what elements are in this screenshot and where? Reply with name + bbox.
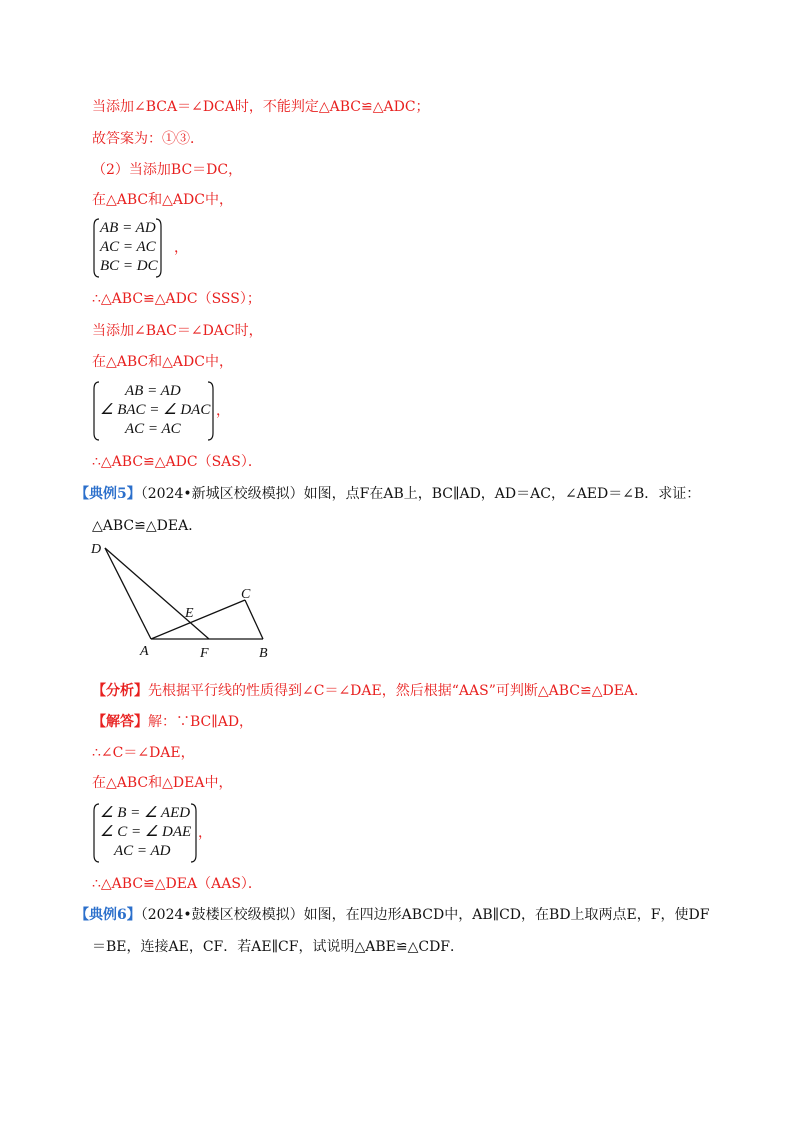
system-1-row-1: AB = AD bbox=[100, 220, 156, 236]
analysis-text: 先根据平行线的性质得到∠C＝∠DAE，然后根据“AAS”可判断△ABC≌△DEA． bbox=[148, 683, 649, 699]
answer-text: 解：∵BC∥AD， bbox=[148, 714, 254, 730]
text-line-9: ∴∠C＝∠DAE， bbox=[92, 745, 195, 761]
geometry-figure bbox=[85, 536, 285, 666]
example-5-text-2: △ABC≌△DEA． bbox=[92, 518, 203, 534]
segment-AC bbox=[151, 600, 245, 639]
example-6-tag: 【典例6】 bbox=[75, 907, 141, 923]
example-5-text: （2024•新城区校级模拟）如图，点F在AB上，BC∥AD，AD＝AC，∠AED＝∠B．求证： bbox=[140, 486, 701, 502]
segment-DA bbox=[105, 548, 151, 639]
example-5-tag: 【典例5】 bbox=[75, 486, 141, 502]
text-line-3: （2）当添加BC＝DC， bbox=[92, 162, 243, 178]
equation-system-1 bbox=[92, 216, 172, 280]
segment-DF bbox=[105, 548, 209, 639]
text-line-8: ∴△ABC≌△ADC（SAS）． bbox=[92, 454, 262, 470]
system-3-row-3: AC = AD bbox=[114, 843, 171, 859]
example-5-heading bbox=[75, 484, 700, 504]
system-3-row-2: ∠ C = ∠ DAE bbox=[100, 824, 192, 840]
system-2-row-2: ∠ BAC = ∠ DAC bbox=[100, 402, 211, 418]
answer-tag: 【解答】 bbox=[92, 714, 148, 730]
answer-line bbox=[92, 712, 253, 732]
text-line-2: 故答案为：①③． bbox=[92, 131, 204, 147]
example-6-text-2: ＝BE，连接AE，CF．若AE∥CF，试说明△ABE≌△CDF． bbox=[92, 939, 465, 955]
segment-CB bbox=[245, 600, 263, 639]
system-2-row-1: AB = AD bbox=[125, 383, 181, 399]
comma: ， bbox=[216, 403, 230, 419]
system-3-row-1: ∠ B = ∠ AED bbox=[100, 805, 191, 821]
analysis-tag: 【分析】 bbox=[92, 683, 148, 699]
text-line-6: 当添加∠BAC＝∠DAC时， bbox=[92, 323, 263, 339]
text-line-1: 当添加∠BCA＝∠DCA时，不能判定△ABC≌△ADC； bbox=[92, 99, 430, 115]
system-1-row-2: AC = AC bbox=[100, 239, 156, 255]
equation-system-2 bbox=[92, 379, 222, 443]
comma: ， bbox=[174, 240, 188, 256]
text-line-10: 在△ABC和△DEA中， bbox=[92, 775, 233, 791]
label-D: D bbox=[91, 542, 102, 557]
text-line-5: ∴△ABC≌△ADC（SSS）； bbox=[92, 291, 261, 307]
example-6-heading bbox=[75, 905, 709, 925]
system-2-row-3: AC = AC bbox=[125, 421, 181, 437]
label-B: B bbox=[259, 646, 268, 661]
label-E: E bbox=[185, 606, 194, 621]
equation-system-3 bbox=[92, 801, 202, 865]
text-line-11: ∴△ABC≌△DEA（AAS）． bbox=[92, 876, 262, 892]
text-line-4: 在△ABC和△ADC中， bbox=[92, 192, 233, 208]
system-1-row-3: BC = DC bbox=[100, 258, 158, 274]
label-F: F bbox=[200, 646, 209, 661]
label-A: A bbox=[140, 644, 149, 659]
example-6-text: （2024•鼓楼区校级模拟）如图，在四边形ABCD中，AB∥CD，在BD上取两点E，F，使DF bbox=[140, 907, 710, 923]
comma: ， bbox=[198, 825, 212, 841]
label-C: C bbox=[241, 587, 251, 602]
text-line-7: 在△ABC和△ADC中， bbox=[92, 354, 233, 370]
analysis-line bbox=[92, 681, 648, 701]
